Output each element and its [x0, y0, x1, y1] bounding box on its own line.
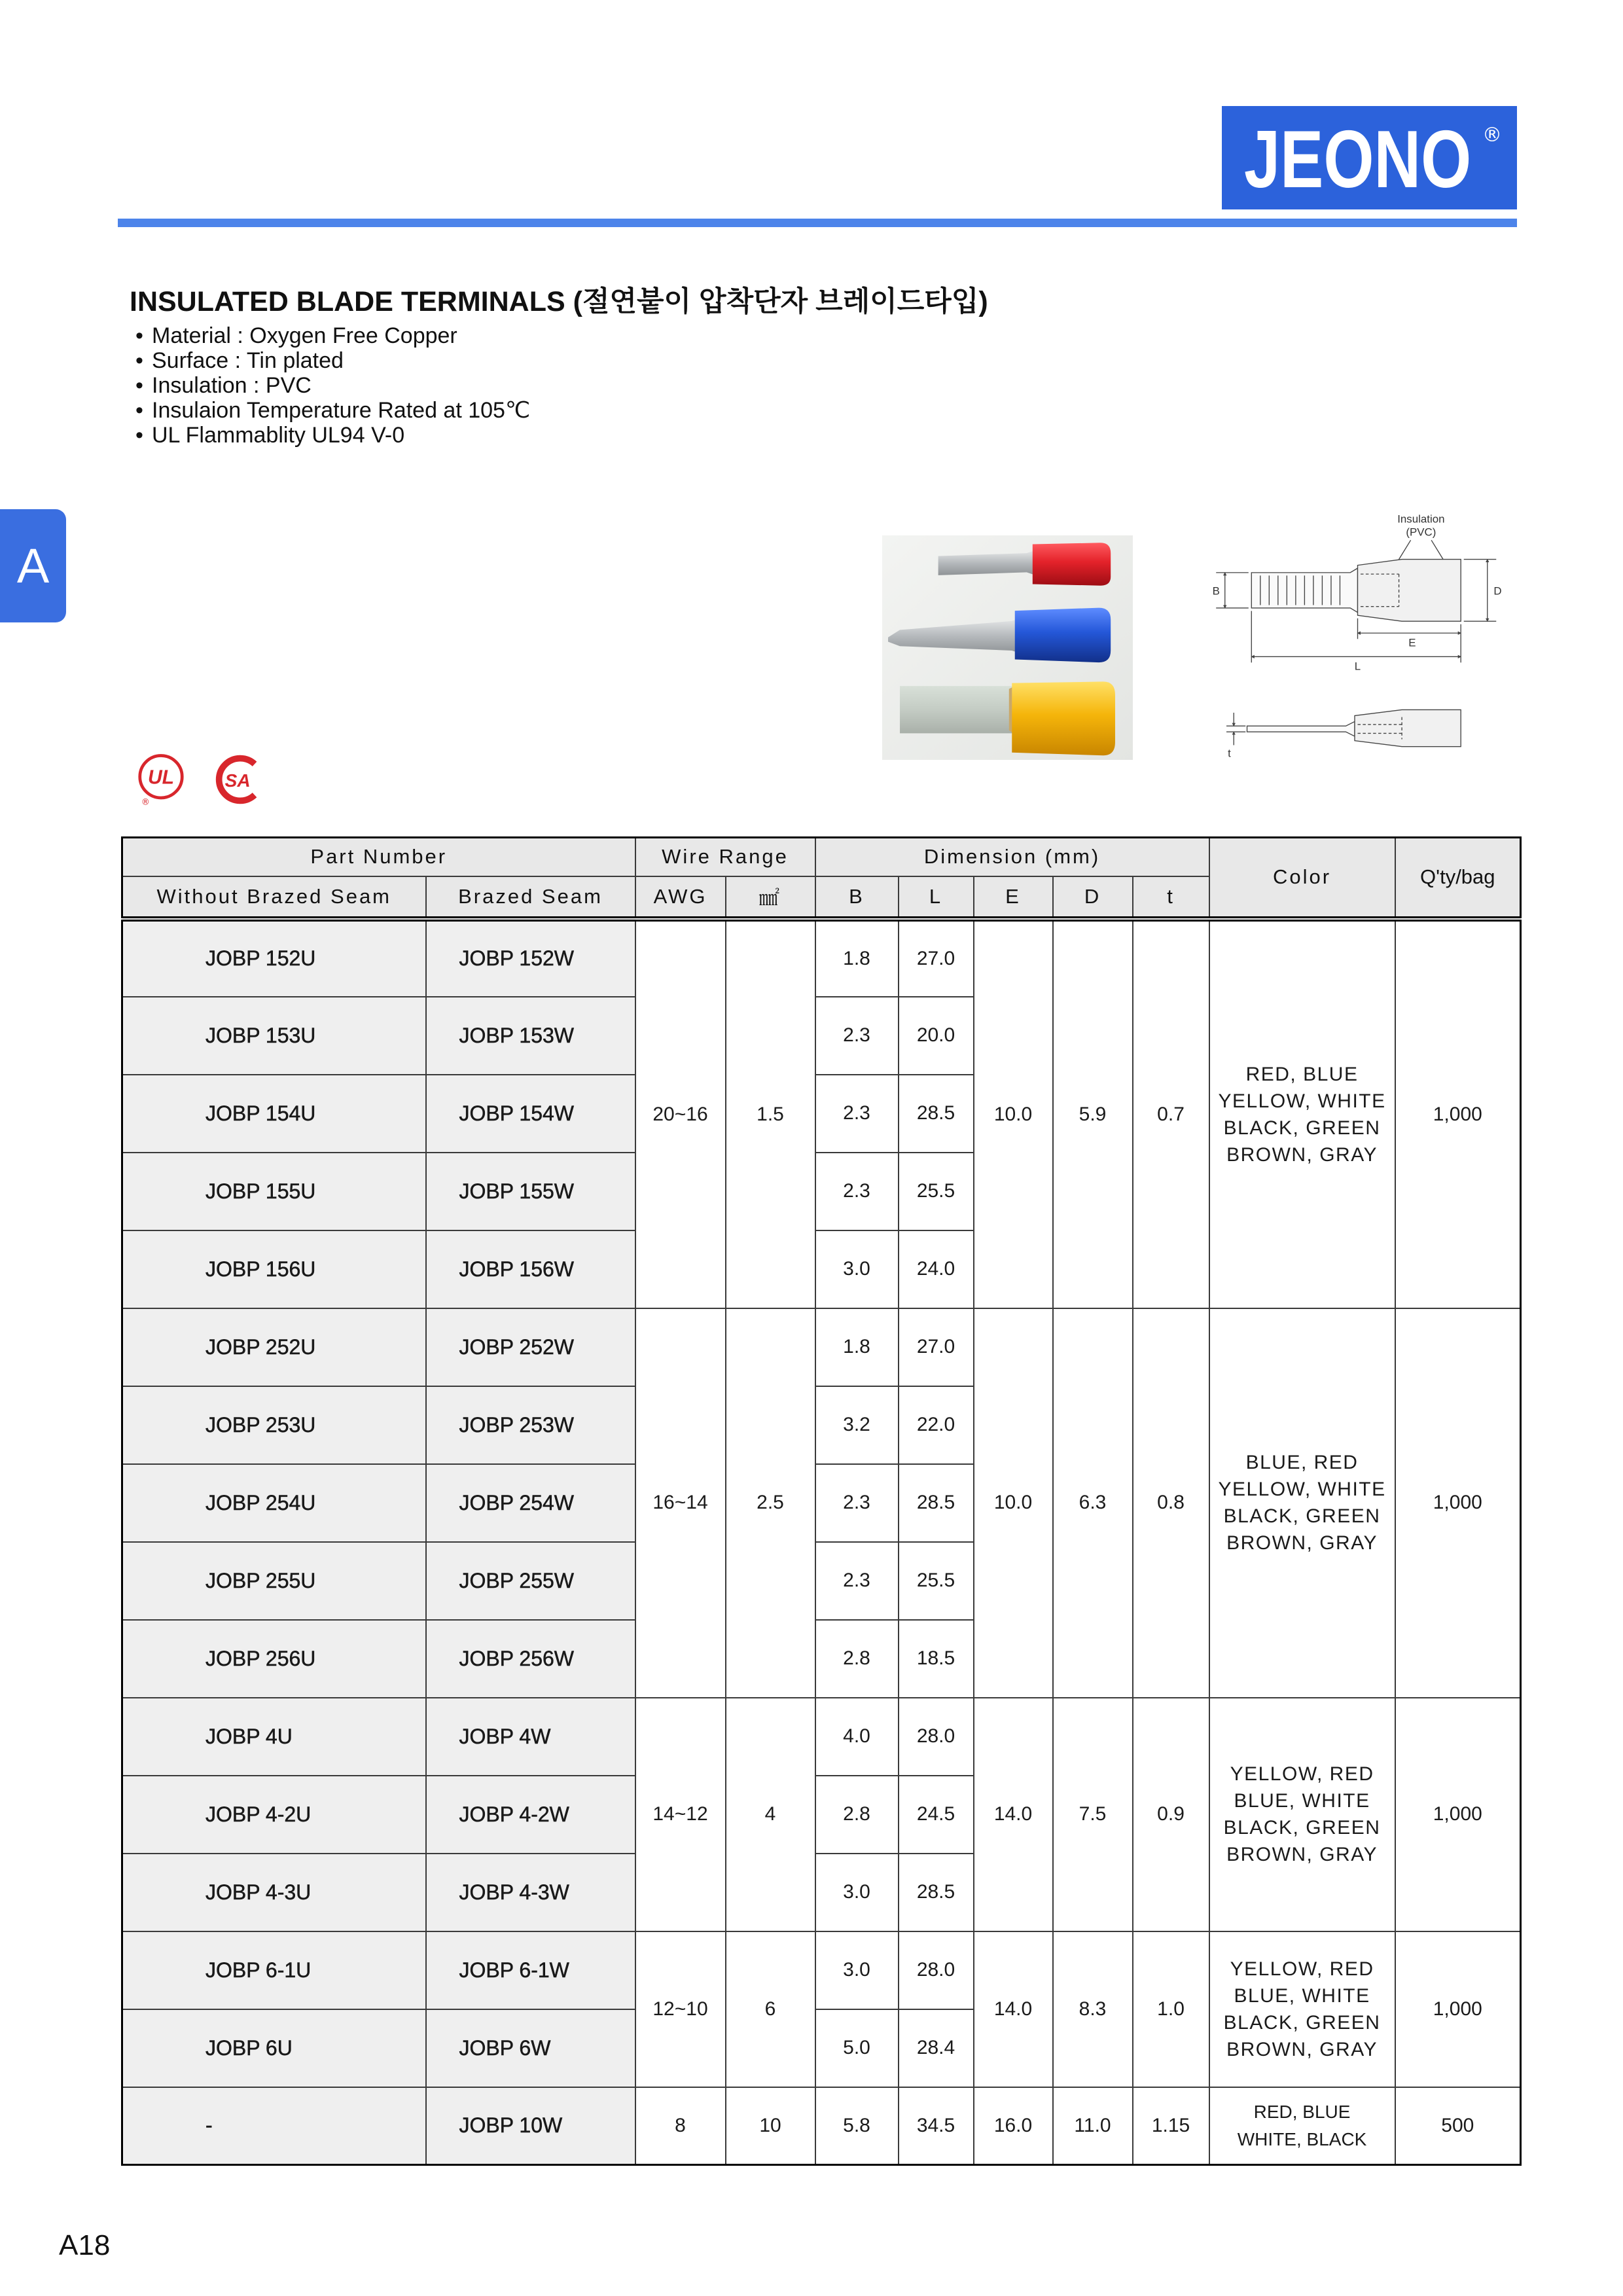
part-number-brazed-seam: JOBP 10W	[426, 2087, 635, 2165]
part-number-without-brazed-seam: -	[122, 2087, 426, 2165]
part-number-without-brazed-seam: JOBP 253U	[122, 1386, 426, 1464]
color-option-line: BLUE, WHITE	[1234, 1790, 1370, 1812]
dim-l-cell: 27.0	[899, 919, 974, 997]
awg-cell: 20~16	[635, 919, 726, 1308]
dim-l-cell: 28.5	[899, 1464, 974, 1542]
qty-cell: 1,000	[1395, 919, 1521, 1308]
registered-mark: ®	[1482, 124, 1502, 147]
awg-cell: 12~10	[635, 1931, 726, 2087]
drawing-label-d: D	[1493, 584, 1502, 598]
color-cell	[1209, 1308, 1395, 1698]
part-number-brazed-seam: JOBP 256W	[426, 1620, 635, 1698]
dim-l-cell: 24.0	[899, 1230, 974, 1308]
header-wire-range: Wire Range	[635, 838, 815, 876]
mm2-cell: 4	[726, 1698, 815, 1931]
dim-b-cell: 5.0	[815, 2009, 899, 2087]
dim-b-cell: 3.2	[815, 1386, 899, 1464]
dim-e-cell: 16.0	[974, 2087, 1053, 2165]
header-brazed-seam: Brazed Seam	[426, 876, 635, 919]
part-number-brazed-seam: JOBP 252W	[426, 1308, 635, 1386]
part-number-brazed-seam: JOBP 254W	[426, 1464, 635, 1542]
part-number-brazed-seam: JOBP 156W	[426, 1230, 635, 1308]
dim-b-cell: 5.8	[815, 2087, 899, 2165]
drawing-label-material: (PVC)	[1406, 526, 1436, 539]
color-option-line: WHITE, BLACK	[1237, 2128, 1367, 2149]
dim-b-cell: 3.0	[815, 1931, 899, 2009]
color-option-line: BLUE, WHITE	[1234, 1984, 1370, 2007]
dim-d-cell: 5.9	[1053, 919, 1133, 1308]
header-color: Color	[1209, 838, 1395, 919]
color-option-line: BROWN, GRAY	[1226, 2038, 1378, 2060]
dim-l-cell: 24.5	[899, 1776, 974, 1854]
page-title: INSULATED BLADE TERMINALS (절연붙이 압착단자 브레이드타입)	[130, 286, 988, 317]
qty-cell: 500	[1395, 2087, 1521, 2165]
part-number-without-brazed-seam: JOBP 252U	[122, 1308, 426, 1386]
dim-e-cell: 14.0	[974, 1698, 1053, 1931]
color-option-line: BROWN, GRAY	[1226, 1143, 1378, 1166]
mm2-cell: 6	[726, 1931, 815, 2087]
page-number: A18	[59, 2229, 111, 2261]
part-number-brazed-seam: JOBP 6W	[426, 2009, 635, 2087]
color-cell	[1209, 1698, 1395, 1931]
header-rule	[118, 219, 1517, 227]
mm2-cell: 10	[726, 2087, 815, 2165]
dim-b-cell: 2.3	[815, 1075, 899, 1153]
dim-b-cell: 1.8	[815, 919, 899, 997]
dim-l-cell: 28.0	[899, 1931, 974, 2009]
spec-item: • UL Flammablity UL94 V-0	[135, 423, 530, 448]
header-dim-l: L	[899, 876, 974, 919]
header-dim-e: E	[974, 876, 1053, 919]
part-number-without-brazed-seam: JOBP 4-2U	[122, 1776, 426, 1854]
color-option-line: YELLOW, WHITE	[1218, 1090, 1386, 1112]
dim-t-cell: 0.7	[1133, 919, 1209, 1308]
ul-logo-icon	[133, 753, 189, 806]
header-dim-d: D	[1053, 876, 1133, 919]
dim-e-cell: 10.0	[974, 919, 1053, 1308]
part-number-without-brazed-seam: JOBP 255U	[122, 1542, 426, 1620]
dim-d-cell: 8.3	[1053, 1931, 1133, 2087]
dim-t-cell: 1.15	[1133, 2087, 1209, 2165]
dim-l-cell: 18.5	[899, 1620, 974, 1698]
header-mm2: ㎟	[726, 876, 815, 919]
dim-l-cell: 34.5	[899, 2087, 974, 2165]
drawing-label-e: E	[1408, 636, 1416, 649]
dim-l-cell: 20.0	[899, 997, 974, 1075]
part-number-without-brazed-seam: JOBP 6-1U	[122, 1931, 426, 2009]
table-row	[122, 1931, 1521, 2009]
part-number-brazed-seam: JOBP 255W	[426, 1542, 635, 1620]
dim-b-cell: 3.0	[815, 1230, 899, 1308]
dim-l-cell: 25.5	[899, 1153, 974, 1230]
dim-l-cell: 28.0	[899, 1698, 974, 1776]
technical-drawing	[1210, 509, 1505, 760]
dim-l-cell: 28.5	[899, 1854, 974, 1931]
spec-item: • Insulation : PVC	[135, 373, 530, 398]
part-number-without-brazed-seam: JOBP 254U	[122, 1464, 426, 1542]
dim-l-cell: 22.0	[899, 1386, 974, 1464]
part-number-brazed-seam: JOBP 253W	[426, 1386, 635, 1464]
dim-l-cell: 28.5	[899, 1075, 974, 1153]
dim-b-cell: 3.0	[815, 1854, 899, 1931]
dim-t-cell: 1.0	[1133, 1931, 1209, 2087]
dim-l-cell: 25.5	[899, 1542, 974, 1620]
table-row	[122, 1698, 1521, 1776]
color-option-line: YELLOW, RED	[1230, 1763, 1374, 1785]
table-row	[122, 2087, 1521, 2165]
part-number-without-brazed-seam: JOBP 154U	[122, 1075, 426, 1153]
awg-cell: 16~14	[635, 1308, 726, 1698]
qty-cell: 1,000	[1395, 1698, 1521, 1931]
ul-logo-mark: ®	[141, 797, 150, 806]
header-dim-b: B	[815, 876, 899, 919]
part-number-brazed-seam: JOBP 4-2W	[426, 1776, 635, 1854]
color-cell	[1209, 2087, 1395, 2165]
dim-t-cell: 0.8	[1133, 1308, 1209, 1698]
color-cell	[1209, 1931, 1395, 2087]
part-number-without-brazed-seam: JOBP 152U	[122, 919, 426, 997]
color-option-line: BROWN, GRAY	[1226, 1532, 1378, 1554]
dim-e-cell: 14.0	[974, 1931, 1053, 2087]
mm2-cell: 2.5	[726, 1308, 815, 1698]
header-awg: AWG	[635, 876, 726, 919]
dim-d-cell: 11.0	[1053, 2087, 1133, 2165]
spec-item: • Insulaion Temperature Rated at 105℃	[135, 398, 530, 423]
dim-b-cell: 2.3	[815, 1153, 899, 1230]
qty-cell: 1,000	[1395, 1931, 1521, 2087]
header-without-brazed-seam: Without Brazed Seam	[122, 876, 426, 919]
dim-e-cell: 10.0	[974, 1308, 1053, 1698]
dim-d-cell: 6.3	[1053, 1308, 1133, 1698]
dim-t-cell: 0.9	[1133, 1698, 1209, 1931]
drawing-label-t: t	[1228, 747, 1231, 760]
drawing-label-l: L	[1354, 660, 1361, 673]
drawing-label-b: B	[1212, 584, 1220, 598]
color-option-line: YELLOW, WHITE	[1218, 1479, 1386, 1500]
spec-item: • Surface : Tin plated	[135, 348, 530, 373]
dim-d-cell: 7.5	[1053, 1698, 1133, 1931]
dim-l-cell: 27.0	[899, 1308, 974, 1386]
mm2-cell: 1.5	[726, 919, 815, 1308]
part-number-without-brazed-seam: JOBP 256U	[122, 1620, 426, 1698]
dim-b-cell: 2.8	[815, 1620, 899, 1698]
csa-logo-icon	[207, 753, 266, 806]
color-option-line: YELLOW, RED	[1230, 1958, 1374, 1980]
drawing-label-insulation: Insulation	[1397, 512, 1445, 526]
csa-logo-text: SA	[224, 770, 251, 791]
header-qty: Q'ty/bag	[1395, 838, 1521, 919]
spec-table	[121, 836, 1522, 2166]
awg-cell: 14~12	[635, 1698, 726, 1931]
product-photo	[882, 535, 1133, 760]
qty-cell: 1,000	[1395, 1308, 1521, 1698]
brand-logo-text: JEONO	[1244, 115, 1472, 205]
color-option-line: BLACK, GREEN	[1223, 1505, 1381, 1527]
dim-b-cell: 2.3	[815, 997, 899, 1075]
color-option-line: BLUE, RED	[1245, 1452, 1359, 1473]
ul-logo-text: UL	[147, 766, 175, 789]
table-row	[122, 1308, 1521, 1386]
spec-table-body	[122, 919, 1521, 2165]
part-number-brazed-seam: JOBP 152W	[426, 919, 635, 997]
part-number-without-brazed-seam: JOBP 4U	[122, 1698, 426, 1776]
awg-cell: 8	[635, 2087, 726, 2165]
dim-b-cell: 2.8	[815, 1776, 899, 1854]
color-option-line: BLACK, GREEN	[1223, 1117, 1381, 1139]
part-number-brazed-seam: JOBP 4-3W	[426, 1854, 635, 1931]
color-option-line: BROWN, GRAY	[1226, 1844, 1378, 1865]
color-option-line: BLACK, GREEN	[1223, 1817, 1381, 1839]
part-number-brazed-seam: JOBP 6-1W	[426, 1931, 635, 2009]
header-dimension: Dimension (mm)	[815, 838, 1209, 876]
dim-b-cell: 2.3	[815, 1542, 899, 1620]
header-dim-t: t	[1133, 876, 1209, 919]
part-number-without-brazed-seam: JOBP 155U	[122, 1153, 426, 1230]
section-tab: A	[0, 509, 66, 622]
part-number-brazed-seam: JOBP 153W	[426, 997, 635, 1075]
part-number-without-brazed-seam: JOBP 153U	[122, 997, 426, 1075]
spec-item: • Material : Oxygen Free Copper	[135, 323, 530, 348]
dim-b-cell: 4.0	[815, 1698, 899, 1776]
spec-list	[135, 323, 530, 448]
dim-b-cell: 2.3	[815, 1464, 899, 1542]
part-number-brazed-seam: JOBP 4W	[426, 1698, 635, 1776]
part-number-without-brazed-seam: JOBP 6U	[122, 2009, 426, 2087]
color-option-line: RED, BLUE	[1245, 1063, 1359, 1085]
header-part-number: Part Number	[122, 838, 635, 876]
brand-logo	[1222, 106, 1517, 209]
color-option-line: RED, BLUE	[1253, 2101, 1351, 2122]
part-number-without-brazed-seam: JOBP 4-3U	[122, 1854, 426, 1931]
part-number-without-brazed-seam: JOBP 156U	[122, 1230, 426, 1308]
color-cell	[1209, 919, 1395, 1308]
part-number-brazed-seam: JOBP 155W	[426, 1153, 635, 1230]
part-number-brazed-seam: JOBP 154W	[426, 1075, 635, 1153]
dim-b-cell: 1.8	[815, 1308, 899, 1386]
color-option-line: BLACK, GREEN	[1223, 2011, 1381, 2034]
dim-l-cell: 28.4	[899, 2009, 974, 2087]
table-row	[122, 919, 1521, 997]
